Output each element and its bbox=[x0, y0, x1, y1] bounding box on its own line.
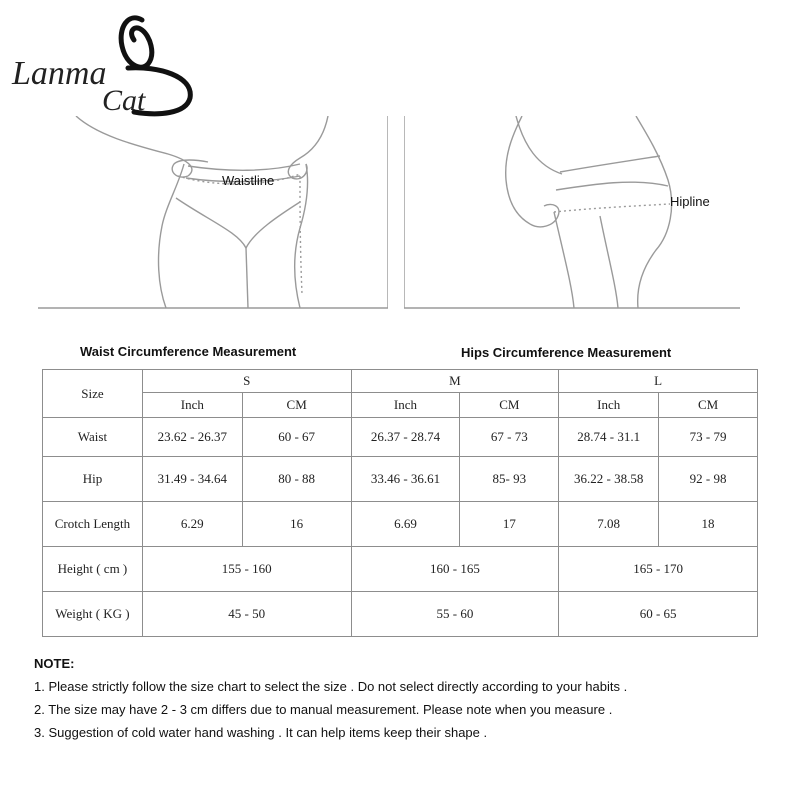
size-header-cell: Size bbox=[43, 370, 143, 418]
table-row bbox=[43, 457, 758, 502]
note-item: 2. The size may have 2 - 3 cm differs due to manual measurement. Please note when you measure . bbox=[34, 702, 613, 717]
table-cell: 155 - 160 bbox=[142, 547, 351, 592]
table-row bbox=[43, 502, 758, 547]
unit-header-cell: CM bbox=[460, 393, 559, 418]
notes-section bbox=[34, 656, 774, 748]
note-item: 3. Suggestion of cold water hand washing . It can help items keep their shape . bbox=[34, 725, 488, 740]
notes-title: NOTE: bbox=[34, 656, 75, 671]
size-l-header: L bbox=[559, 370, 758, 393]
table-cell: 85- 93 bbox=[460, 457, 559, 502]
hipline-label: Hipline bbox=[670, 194, 710, 209]
unit-header-cell: Inch bbox=[559, 393, 659, 418]
size-m-header: M bbox=[351, 370, 559, 393]
table-cell: 60 - 67 bbox=[242, 418, 351, 457]
table-cell: 16 bbox=[242, 502, 351, 547]
unit-header-cell: CM bbox=[242, 393, 351, 418]
row-label-height: Height ( cm ) bbox=[43, 547, 143, 592]
table-cell: 26.37 - 28.74 bbox=[351, 418, 460, 457]
table-cell: 18 bbox=[659, 502, 758, 547]
table-cell: 6.29 bbox=[142, 502, 242, 547]
table-row bbox=[43, 393, 758, 418]
brand-logo bbox=[8, 6, 198, 118]
row-label-waist: Waist bbox=[43, 418, 143, 457]
hips-measurement-heading: Hips Circumference Measurement bbox=[461, 345, 672, 360]
table-cell: 17 bbox=[460, 502, 559, 547]
table-row bbox=[43, 547, 758, 592]
logo-text-secondary: Cat bbox=[102, 84, 146, 117]
row-label-crotch-length: Crotch Length bbox=[43, 502, 143, 547]
table-cell: 165 - 170 bbox=[559, 547, 758, 592]
unit-header-cell: Inch bbox=[351, 393, 460, 418]
logo-text-primary: Lanma bbox=[12, 55, 107, 92]
size-chart-table bbox=[42, 369, 758, 637]
table-cell: 55 - 60 bbox=[351, 592, 559, 637]
table-cell: 33.46 - 36.61 bbox=[351, 457, 460, 502]
table-row bbox=[43, 592, 758, 637]
table-cell: 73 - 79 bbox=[659, 418, 758, 457]
table-cell: 7.08 bbox=[559, 502, 659, 547]
table-cell: 6.69 bbox=[351, 502, 460, 547]
table-cell: 31.49 - 34.64 bbox=[142, 457, 242, 502]
waist-measurement-heading: Waist Circumference Measurement bbox=[80, 344, 297, 359]
waist-figure-drawing bbox=[38, 116, 388, 312]
table-cell: 36.22 - 38.58 bbox=[559, 457, 659, 502]
size-s-header: S bbox=[142, 370, 351, 393]
table-cell: 67 - 73 bbox=[460, 418, 559, 457]
table-cell: 28.74 - 31.1 bbox=[559, 418, 659, 457]
logo-mark bbox=[8, 6, 198, 118]
table-cell: 160 - 165 bbox=[351, 547, 559, 592]
note-item: 1. Please strictly follow the size chart to select the size . Do not select directly according to your habits . bbox=[34, 679, 628, 694]
unit-header-cell: Inch bbox=[142, 393, 242, 418]
row-label-hip: Hip bbox=[43, 457, 143, 502]
hip-illustration bbox=[404, 116, 740, 312]
table-cell: 80 - 88 bbox=[242, 457, 351, 502]
waist-illustration bbox=[38, 116, 388, 312]
hip-figure-drawing bbox=[404, 116, 740, 312]
table-cell: 92 - 98 bbox=[659, 457, 758, 502]
table-cell: 60 - 65 bbox=[559, 592, 758, 637]
table-cell: 45 - 50 bbox=[142, 592, 351, 637]
table-cell: 23.62 - 26.37 bbox=[142, 418, 242, 457]
table-row bbox=[43, 370, 758, 393]
table-row bbox=[43, 418, 758, 457]
row-label-weight: Weight ( KG ) bbox=[43, 592, 143, 637]
unit-header-cell: CM bbox=[659, 393, 758, 418]
waistline-label: Waistline bbox=[222, 173, 275, 188]
